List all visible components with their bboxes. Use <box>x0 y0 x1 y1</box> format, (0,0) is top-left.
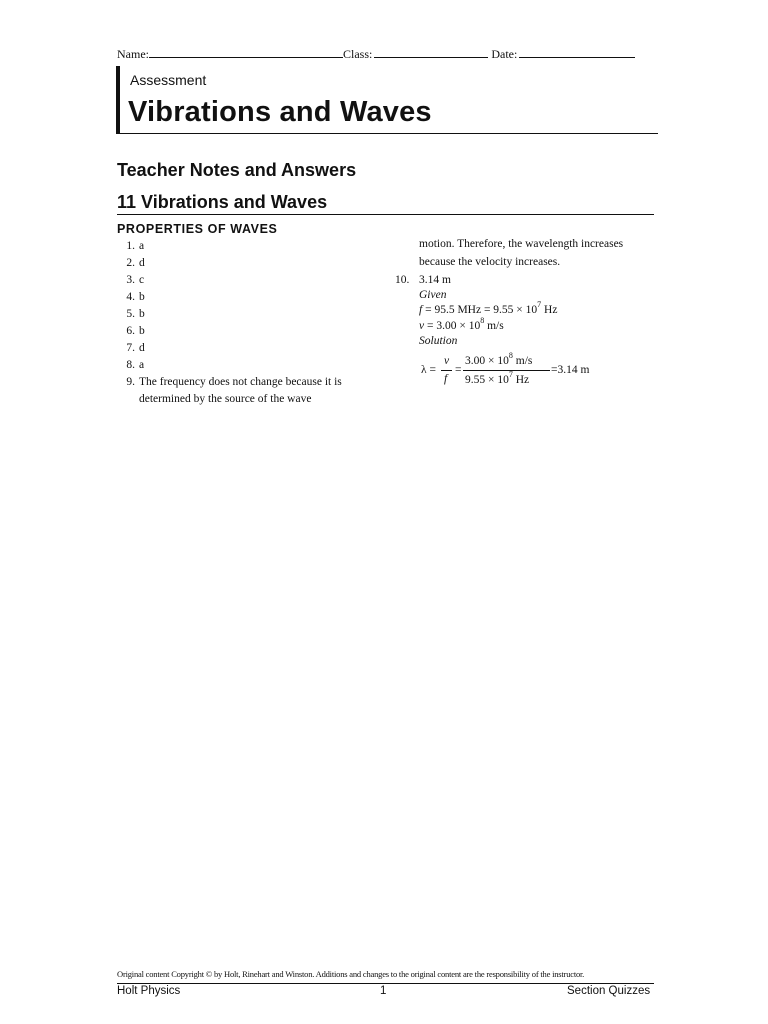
class-blank <box>374 46 488 58</box>
answer-number: 6. <box>126 325 135 337</box>
answer-text: b <box>139 308 145 320</box>
given-label: Given <box>419 289 447 301</box>
page-title: Vibrations and Waves <box>128 96 432 128</box>
footer-book-title: Holt Physics <box>117 985 181 997</box>
answer-9-continued-line-1: motion. Therefore, the wavelength increases <box>419 238 624 250</box>
teacher-notes-heading: Teacher Notes and Answers <box>117 160 357 180</box>
date-blank <box>519 46 635 58</box>
fraction-numerator <box>465 351 533 367</box>
answer-number: 5. <box>126 308 135 320</box>
solution-label: Solution <box>419 335 458 347</box>
answer-text: The frequency does not change because it is <box>139 376 342 388</box>
denominator-exponent: 7 <box>508 370 513 380</box>
frequency-value: = 95.5 MHz = 9.55 × 10 <box>422 304 538 316</box>
answer-number: 1. <box>126 240 135 252</box>
copyright-notice: Original content Copyright © by Holt, Rinehart and Winston. Additions and changes to the original content are the responsibility of the instructor. <box>117 969 585 979</box>
solution-equation <box>419 352 659 394</box>
answer-text: b <box>139 325 145 337</box>
given-velocity <box>419 316 504 332</box>
title-block <box>116 66 658 134</box>
fraction-numerator-v: v <box>444 355 450 367</box>
answer-number: 2. <box>126 257 135 269</box>
fraction-bar-large <box>463 370 550 371</box>
frequency-unit: Hz <box>541 304 558 316</box>
answer-10-value: 3.14 m <box>419 274 451 286</box>
velocity-exponent: 8 <box>480 316 485 326</box>
fraction-bar-small <box>441 370 452 371</box>
name-blank <box>149 46 343 58</box>
chapter-divider <box>117 214 654 215</box>
chapter-heading: 11 Vibrations and Waves <box>117 192 328 212</box>
answer-text: b <box>139 291 145 303</box>
numerator-base: 3.00 × 10 <box>465 355 509 367</box>
answer-number: 9. <box>126 376 135 388</box>
date-label: Date: <box>491 47 518 61</box>
answer-text: d <box>139 342 145 354</box>
section-heading: PROPERTIES OF WAVES <box>117 222 278 236</box>
footer-divider <box>117 983 654 984</box>
answer-text: d <box>139 257 145 269</box>
equals-sign: = <box>455 364 462 376</box>
answer-text: c <box>139 274 145 286</box>
numerator-exponent: 8 <box>508 351 513 361</box>
answer-text: a <box>139 359 145 371</box>
answer-number: 7. <box>126 342 135 354</box>
page-number: 1 <box>380 985 387 997</box>
answer-text-continued: determined by the source of the wave <box>139 393 312 405</box>
fraction-denominator <box>465 370 530 386</box>
fraction-denominator-f: f <box>444 373 448 385</box>
class-label: Class: <box>343 47 373 61</box>
lambda-equals: λ = <box>421 364 436 376</box>
velocity-unit: m/s <box>484 320 504 332</box>
denominator-base: 9.55 × 10 <box>465 374 509 386</box>
denominator-unit: Hz <box>512 374 530 386</box>
answer-number: 3. <box>126 274 135 286</box>
footer-section-name: Section Quizzes <box>567 985 651 997</box>
student-info-line <box>117 46 657 62</box>
answer-list-left <box>117 238 387 418</box>
given-frequency <box>419 300 558 316</box>
velocity-symbol: v <box>419 320 425 332</box>
frequency-symbol: f <box>419 304 423 316</box>
frequency-exponent: 7 <box>537 300 542 310</box>
velocity-value: = 3.00 × 10 <box>424 320 481 332</box>
answer-10-number: 10. <box>395 274 410 286</box>
answer-9-continued-line-2: because the velocity increases. <box>419 256 561 268</box>
assessment-label: Assessment <box>130 72 207 88</box>
numerator-unit: m/s <box>512 355 533 367</box>
name-label: Name: <box>117 47 149 61</box>
answer-number: 8. <box>126 359 135 371</box>
answer-text: a <box>139 240 145 252</box>
answer-number: 4. <box>126 291 135 303</box>
equation-result: =3.14 m <box>551 364 590 376</box>
